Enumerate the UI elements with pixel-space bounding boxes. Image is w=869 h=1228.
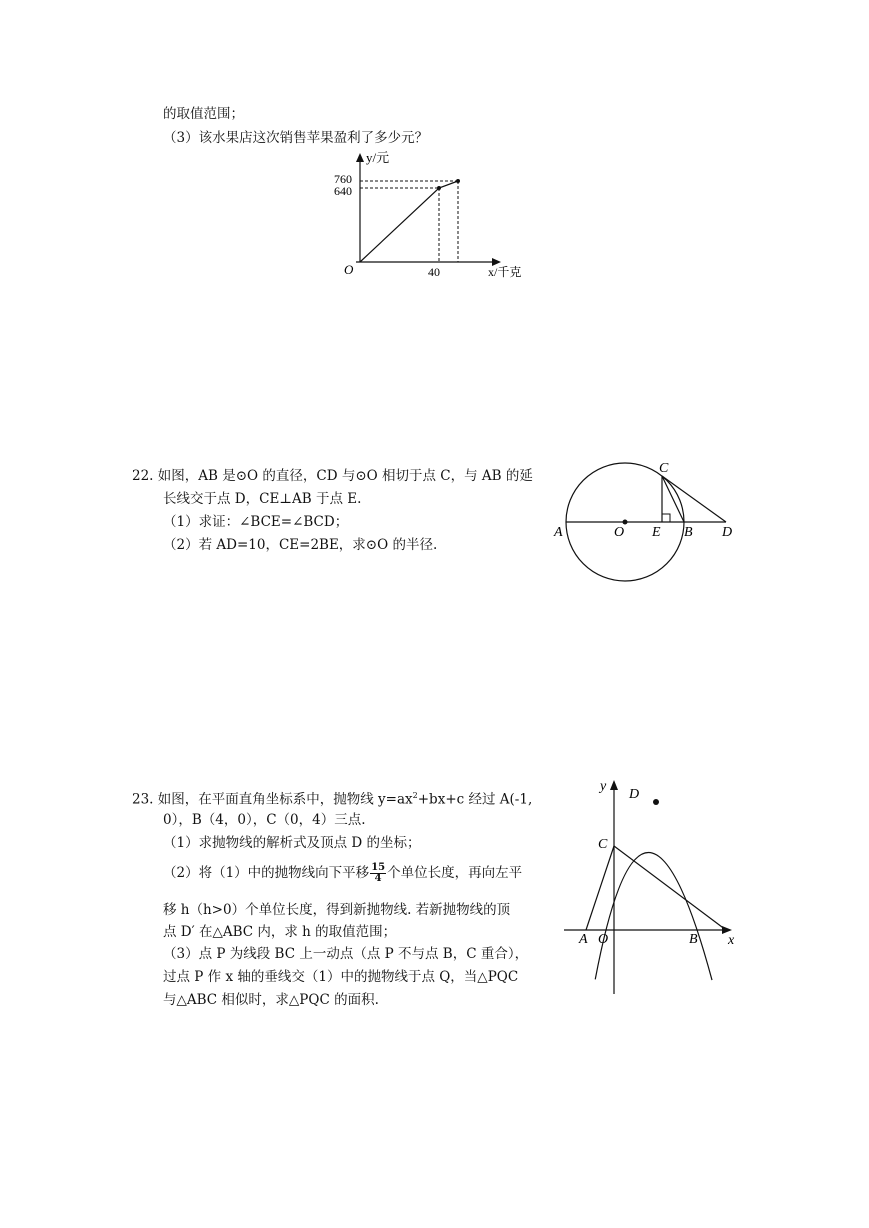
q23-text-line-7: （3）点 P 为线段 BC 上一动点（点 P 不与点 B，C 重合）， — [163, 946, 529, 962]
graph-line — [360, 181, 458, 262]
y-axis-arrow-icon — [356, 153, 364, 162]
q21-text-line-1: 的取值范围； — [163, 106, 244, 122]
segment-cb — [614, 846, 726, 930]
q23-parabola-figure — [560, 770, 750, 1000]
label-d: D — [629, 787, 640, 802]
y-tick-640: 640 — [334, 184, 352, 198]
fraction-denominator: 4 — [374, 873, 382, 884]
q22-text-line-4: （2）若 AD=10，CE=2BE，求⊙O 的半径. — [163, 537, 438, 553]
q22-text-line-1: 22. 如图，AB 是⊙O 的直径，CD 与⊙O 相切于点 C，与 AB 的延 — [132, 468, 533, 484]
q23-text-line-5: 移 h（h>0）个单位长度，得到新抛物线. 若新抛物线的顶 — [163, 902, 511, 918]
label-e: E — [652, 525, 661, 540]
vertex-point — [653, 799, 659, 805]
y-tick-760: 760 — [334, 172, 352, 186]
q23-line1-part-b: +bx+c 经过 A(-1, — [417, 791, 533, 808]
label-a: A — [554, 525, 563, 540]
label-x: x — [728, 933, 735, 948]
q22-text-line-2: 长线交于点 D，CE⊥AB 于点 E. — [163, 491, 362, 507]
q23-exponent: 2 — [412, 791, 418, 800]
label-b: B — [684, 525, 693, 540]
q23-line4-part-a: （2）将（1）中的抛物线向下平移 — [163, 865, 370, 881]
label-c: C — [659, 461, 669, 476]
q21-price-graph — [330, 148, 550, 288]
x-tick-40: 40 — [428, 265, 440, 279]
label-y: y — [600, 779, 607, 794]
label-o: O — [598, 932, 609, 947]
right-angle-mark-icon — [662, 514, 670, 522]
label-o: O — [614, 525, 625, 540]
q22-text-line-3: （1）求证：∠BCE=∠BCD； — [163, 514, 349, 530]
q23-text-line-2: 0），B（4，0），C（0，4）三点. — [163, 812, 366, 828]
q23-text-line-8: 过点 P 作 x 轴的垂线交（1）中的抛物线于点 Q，当△PQC — [163, 969, 519, 985]
label-d: D — [722, 525, 733, 540]
label-c: C — [598, 837, 608, 852]
q23-line4-part-b: 个单位长度，再向左平 — [387, 865, 523, 881]
y-axis-label: y/元 — [366, 150, 390, 165]
q21-text-line-2: （3）该水果店这次销售苹果盈利了多少元？ — [163, 130, 429, 146]
q23-text-line-4 — [163, 863, 522, 884]
tangent-cd — [662, 476, 726, 522]
q22-circle-figure — [548, 454, 748, 590]
center-point — [623, 520, 628, 525]
segment-cb — [662, 476, 684, 522]
q23-text-line-9: 与△ABC 相似时，求△PQC 的面积. — [163, 992, 379, 1008]
origin-label: O — [344, 262, 354, 277]
x-axis-label: x/千克 — [488, 265, 522, 279]
parabola-curve — [595, 853, 712, 981]
label-b: B — [689, 932, 698, 947]
label-a: A — [579, 932, 588, 947]
q23-text-line-1 — [132, 786, 532, 810]
fraction-numerator: 15 — [371, 862, 386, 873]
q23-text-line-3: （1）求抛物线的解析式及顶点 D 的坐标； — [163, 835, 421, 851]
y-axis-arrow-icon — [610, 780, 618, 790]
fraction-15-4 — [370, 863, 386, 884]
q23-line1-part-a: 23. 如图，在平面直角坐标系中，抛物线 y=ax — [132, 791, 413, 808]
q23-text-line-6: 点 D′ 在△ABC 内，求 h 的取值范围； — [163, 924, 397, 940]
